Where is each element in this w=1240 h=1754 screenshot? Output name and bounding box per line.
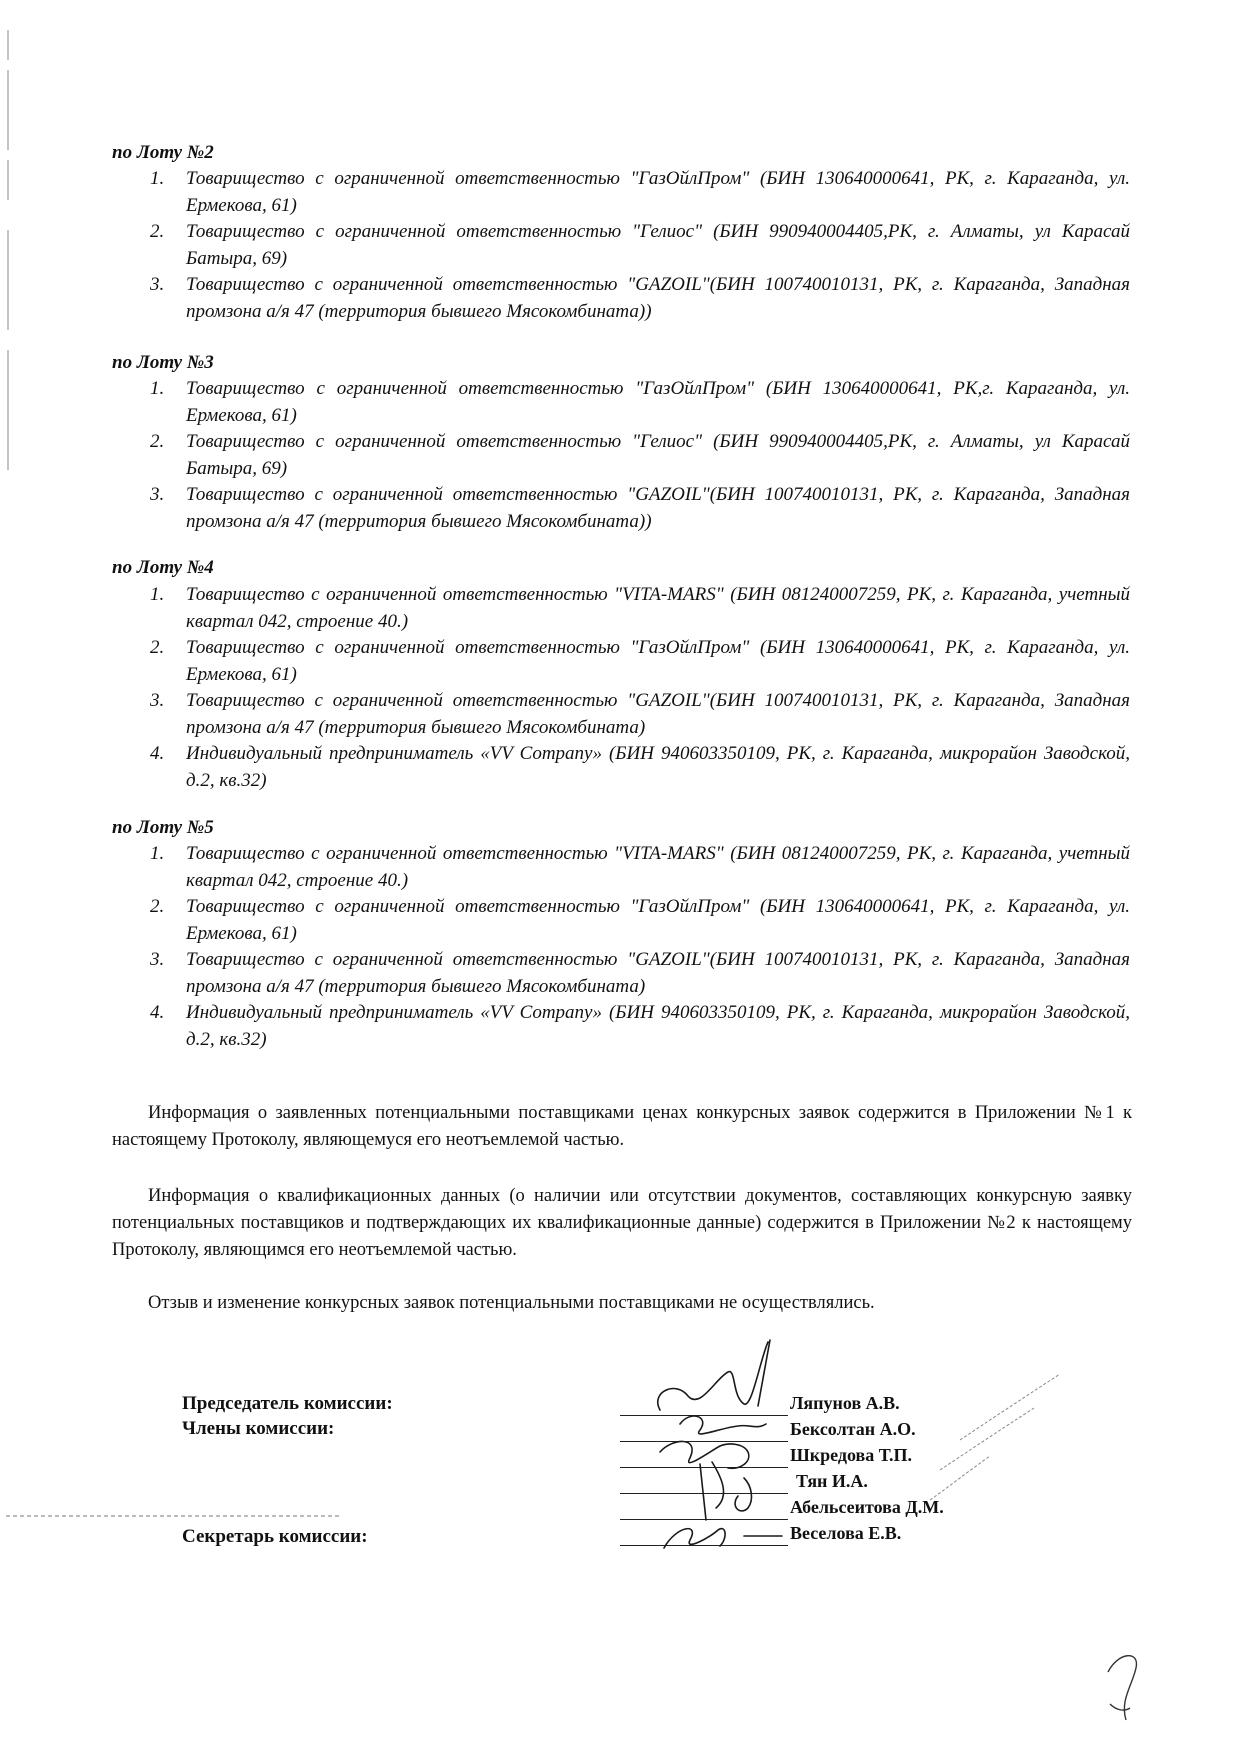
item-text: Товарищество с ограниченной ответственностью "ГазОйлПром" (БИН 130640000641, РК, г. Караганда, ул. Ермекова, 61) (186, 896, 1130, 944)
item-number: 1. (150, 584, 165, 605)
paragraph-qualification: Информация о квалификационных данных (о наличии или отсутствии документов, составляющих конкурсную заявку потенциальных поставщиков и подтверждающих их квалификационные данные) содержится в Приложении №2 к настоящему Протоколу, являющимся его неотъемлемой частью. (112, 1186, 1132, 1260)
signatory-name: Бексолтан А.О. (790, 1419, 916, 1439)
signatory-name: Веселова Е.В. (790, 1523, 902, 1543)
item-number: 1. (150, 843, 165, 864)
item-text: Товарищество с ограниченной ответственностью "GAZOIL"(БИН 100740010131, РК, г. Караганда, Западная промзона а/я 47 (территория бывшего Мясокомбината) (186, 690, 1130, 738)
lot-heading: по Лоту №2 (112, 142, 214, 163)
signatory-name: Шкредова Т.П. (790, 1445, 912, 1465)
item-text: Товарищество с ограниченной ответственностью "Гелиос" (БИН 990940004405,РК, г. Алматы, ул Карасай Батыра, 69) (186, 431, 1130, 479)
signatory-name: Абельсеитова Д.М. (790, 1497, 944, 1517)
item-number: 1. (150, 378, 165, 399)
item-number: 4. (150, 1002, 165, 1023)
item-number: 4. (150, 743, 165, 764)
item-text: Товарищество с ограниченной ответственностью "GAZOIL"(БИН 100740010131, РК, г. Караганда, Западная промзона а/я 47 (территория бывшего Мясокомбината)) (186, 274, 1130, 322)
signatory-name: Тян И.А. (796, 1471, 868, 1491)
item-number: 2. (150, 221, 165, 242)
item-number: 2. (150, 431, 165, 452)
item-text: Товарищество с ограниченной ответственностью "VITA-MARS" (БИН 081240007259, РК, г. Караганда, учетный квартал 042, строение 40.) (186, 584, 1130, 632)
item-number: 3. (150, 274, 165, 295)
item-number: 3. (150, 690, 165, 711)
item-text: Товарищество с ограниченной ответственностью "ГазОйлПром" (БИН 130640000641, РК, г. Караганда, ул. Ермекова, 61) (186, 637, 1130, 685)
item-text: Индивидуальный предприниматель «VV Company» (БИН 940603350109, РК, г. Караганда, микрорайон Заводской, д.2, кв.32) (186, 743, 1130, 791)
item-number: 1. (150, 168, 165, 189)
paragraph-prices: Информация о заявленных потенциальными поставщиками ценах конкурсных заявок содержится в Приложении №1 к настоящему Протоколу, являющемуся его неотъемлемой частью. (112, 1103, 1132, 1150)
item-text: Индивидуальный предприниматель «VV Company» (БИН 940603350109, РК, г. Караганда, микрорайон Заводской, д.2, кв.32) (186, 1002, 1130, 1050)
signatory-name: Ляпунов А.В. (790, 1393, 900, 1413)
item-text: Товарищество с ограниченной ответственностью "ГазОйлПром" (БИН 130640000641, РК,г. Караганда, ул. Ермекова, 61) (186, 378, 1130, 426)
lot-heading: по Лоту №5 (112, 817, 214, 838)
item-number: 2. (150, 637, 165, 658)
paragraph-withdrawal: Отзыв и изменение конкурсных заявок потенциальными поставщиками не осуществлялись. (148, 1293, 875, 1313)
lot-heading: по Лоту №4 (112, 557, 214, 578)
secretary-label: Секретарь комиссии: (182, 1526, 368, 1547)
item-text: Товарищество с ограниченной ответственностью "VITA-MARS" (БИН 081240007259, РК, г. Караганда, учетный квартал 042, строение 40.) (186, 843, 1130, 891)
item-number: 3. (150, 949, 165, 970)
item-text: Товарищество с ограниченной ответственностью "Гелиос" (БИН 990940004405,РК, г. Алматы, ул Карасай Батыра, 69) (186, 221, 1130, 269)
item-number: 3. (150, 484, 165, 505)
members-label: Члены комиссии: (182, 1418, 335, 1439)
item-number: 2. (150, 896, 165, 917)
item-text: Товарищество с ограниченной ответственностью "GAZOIL"(БИН 100740010131, РК, г. Караганда, Западная промзона а/я 47 (территория бывшего Мясокомбината) (186, 949, 1130, 997)
chairman-label: Председатель комиссии: (182, 1393, 393, 1414)
item-text: Товарищество с ограниченной ответственностью "GAZOIL"(БИН 100740010131, РК, г. Караганда, Западная промзона а/я 47 (территория бывшего Мясокомбината)) (186, 484, 1130, 532)
item-text: Товарищество с ограниченной ответственностью "ГазОйлПром" (БИН 130640000641, РК, г. Караганда, ул. Ермекова, 61) (186, 168, 1130, 216)
lot-heading: по Лоту №3 (112, 352, 214, 373)
